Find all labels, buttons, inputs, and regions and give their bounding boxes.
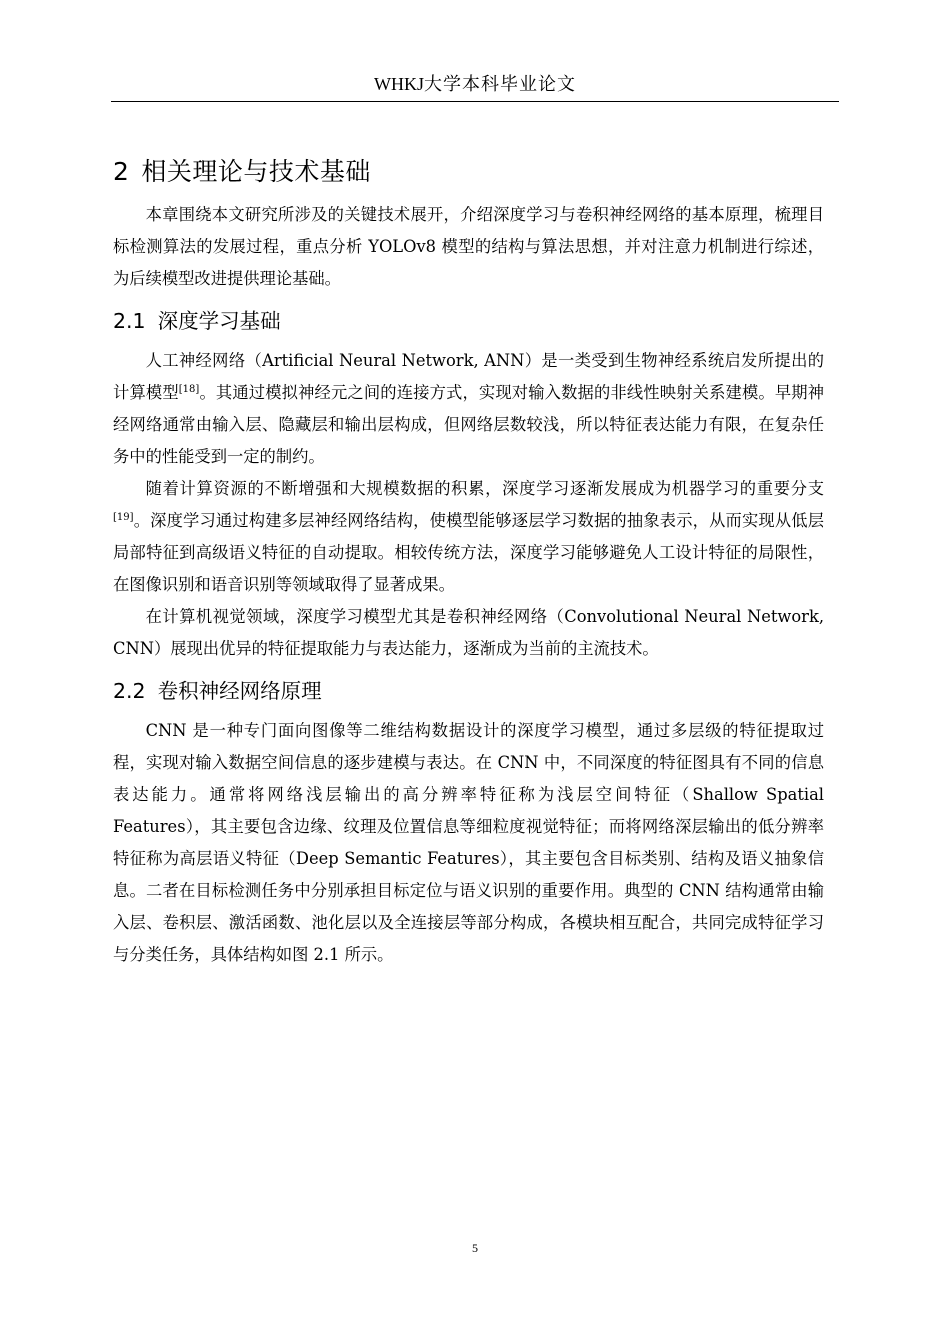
chapter-title-text: 相关理论与技术基础 xyxy=(141,157,371,186)
running-header xyxy=(0,72,950,96)
paragraph-text: 。深度学习通过构建多层神经网络结构，使模型能够逐层学习数据的抽象表示，从而实现从低层局部特征到高级语义特征的自动提取。相较传统方法，深度学习能够避免人工设计特征的局限性，在图像识别和语音识别等领域取得了显著成果。 xyxy=(113,511,824,594)
paragraph-text: 人工神经网络（Artificial Neural Network, ANN）是一类受到生物神经系统启发所提出的计算模型 xyxy=(113,351,824,402)
header-title: 大学本科毕业论文 xyxy=(424,74,576,94)
chapter-title xyxy=(113,152,824,192)
paragraph-text: 。其通过模拟神经元之间的连接方式，实现对输入数据的非线性映射关系建模。早期神经网络通常由输入层、隐藏层和输出层构成，但网络层数较浅，所以特征表达能力有限，在复杂任务中的性能受到一定的制约。 xyxy=(113,383,824,466)
header-rule xyxy=(111,101,839,102)
page-number: 5 xyxy=(472,1241,478,1255)
chapter-number: 2 xyxy=(113,157,130,186)
paragraph-text: 随着计算资源的不断增强和大规模数据的积累，深度学习逐渐发展成为机器学习的重要分支 xyxy=(145,479,824,498)
chapter-intro-paragraph: 本章围绕本文研究所涉及的关键技术展开，介绍深度学习与卷积神经网络的基本原理，梳理目标检测算法的发展过程，重点分析 YOLOv8 模型的结构与算法思想，并对注意力机制进行综述，为后续模型改进提供理论基础。 xyxy=(113,205,824,288)
section-2-1-paragraph-2 xyxy=(113,473,824,601)
section-2-2-title xyxy=(113,675,824,707)
section-2-2-paragraph-1: CNN 是一种专门面向图像等二维结构数据设计的深度学习模型，通过多层级的特征提取过程，实现对输入数据空间信息的逐步建模与表达。在 CNN 中，不同深度的特征图具有不同的信息表达能力。通常将网络浅层输出的高分辨率特征称为浅层空间特征（Shallow Spatial Features），其主要包含边缘、纹理及位置信息等细粒度视觉特征；而将网络深层输出的低分辨率特征称为高层语义特征（Deep Semantic Features），其主要包含目标类别、结构及语义抽象信息。二者在目标检测任务中分别承担目标定位与语义识别的重要作用。典型的 CNN 结构通常由输入层、卷积层、激活函数、池化层以及全连接层等部分构成，各模块相互配合，共同完成特征学习与分类任务，具体结构如图 2.1 所示。 xyxy=(113,721,824,964)
page-body xyxy=(113,152,824,971)
section-2-1-paragraph-1 xyxy=(113,345,824,473)
section-2-1-number: 2.1 xyxy=(113,309,146,333)
header-code: WHKJ xyxy=(374,74,424,94)
section-2-1-title-text: 深度学习基础 xyxy=(157,309,281,333)
citation-ref: [19] xyxy=(113,512,134,523)
section-2-1-paragraph-3: 在计算机视觉领域，深度学习模型尤其是卷积神经网络（Convolutional Neural Network, CNN）展现出优异的特征提取能力与表达能力，逐渐成为当前的主流技术。 xyxy=(113,607,824,658)
citation-ref: [18] xyxy=(178,384,200,395)
section-2-1-title xyxy=(113,305,824,337)
section-2-2-title-text: 卷积神经网络原理 xyxy=(157,679,322,703)
section-2-2-number: 2.2 xyxy=(113,679,146,703)
